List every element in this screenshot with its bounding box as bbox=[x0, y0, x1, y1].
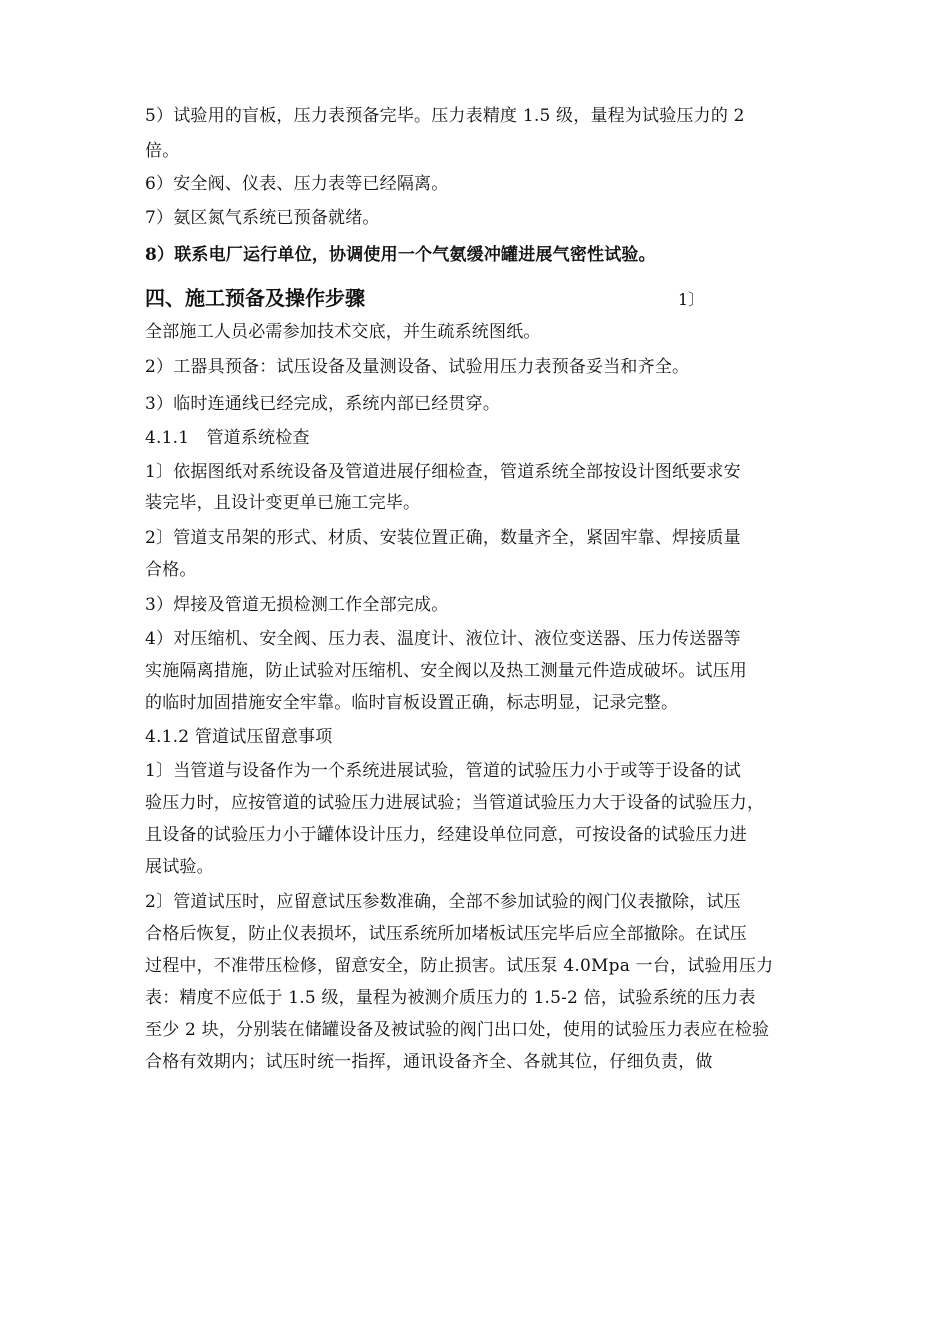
section-4-intro: 全部施工人员必需参加技术交底，并生疏系统图纸。 bbox=[145, 322, 541, 342]
prep-item-6: 6）安全阀、仪表、压力表等已经隔离。 bbox=[145, 174, 449, 194]
note-item-1-line-4: 展试验。 bbox=[145, 857, 214, 877]
prep-item-5-line-2: 倍。 bbox=[145, 141, 180, 161]
section-4-1-1-heading: 4.1.1 管道系统检查 bbox=[145, 428, 310, 448]
check-item-1-line-2: 装完毕，且设计变更单已施工完毕。 bbox=[145, 493, 421, 513]
prep-item-8: 8）联系电厂运行单位，协调使用一个气氨缓冲罐进展气密性试验。 bbox=[145, 245, 656, 265]
note-item-2-line-5: 至少 2 块，分别装在储罐设备及被试验的阀门出口处，使用的试验压力表应在检验 bbox=[145, 1020, 770, 1040]
note-item-2-line-6: 合格有效期内；试压时统一指挥，通讯设备齐全、各就其位，仔细负责，做 bbox=[145, 1052, 713, 1072]
note-item-1-line-2: 验压力时，应按管道的试验压力进展试验；当管道试验压力大于设备的试验压力， bbox=[145, 793, 765, 813]
check-item-4-line-2: 实施隔离措施，防止试验对压缩机、安全阀以及热工测量元件造成破坏。试压用 bbox=[145, 661, 747, 681]
check-item-3: 3）焊接及管道无损检测工作全部完成。 bbox=[145, 595, 449, 615]
check-item-4-line-3: 的临时加固措施安全牢靠。临时盲板设置正确，标志明显，记录完整。 bbox=[145, 693, 679, 713]
prep-item-5-line-1: 5）试验用的盲板，压力表预备完毕。压力表精度 1.5 级，量程为试验压力的 2 bbox=[145, 106, 745, 126]
note-item-1-line-1: 1〕当管道与设备作为一个系统进展试验，管道的试验压力小于或等于设备的试 bbox=[145, 761, 741, 781]
check-item-2-line-1: 2〕管道支吊架的形式、材质、安装位置正确，数量齐全，紧固牢靠、焊接质量 bbox=[145, 528, 741, 548]
section-4-note: 1〕 bbox=[678, 290, 705, 309]
check-item-2-line-2: 合格。 bbox=[145, 560, 197, 580]
section-4-1-2-heading: 4.1.2 管道试压留意事项 bbox=[145, 727, 333, 747]
section-4-item-3: 3）临时连通线已经完成，系统内部已经贯穿。 bbox=[145, 394, 501, 414]
note-item-2-line-2: 合格后恢复，防止仪表损坏，试压系统所加堵板试压完毕后应全部撤除。在试压 bbox=[145, 924, 747, 944]
section-4-heading: 四、施工预备及操作步骤 bbox=[145, 286, 365, 310]
note-item-2-line-1: 2〕管道试压时，应留意试压参数准确，全部不参加试验的阀门仪表撤除，试压 bbox=[145, 892, 741, 912]
prep-item-7: 7）氨区氮气系统已预备就绪。 bbox=[145, 208, 380, 228]
section-4-item-2: 2）工器具预备：试压设备及量测设备、试验用压力表预备妥当和齐全。 bbox=[145, 357, 690, 377]
note-item-2-line-3: 过程中，不准带压检修，留意安全，防止损害。试压泵 4.0Mpa 一台，试验用压力 bbox=[145, 956, 774, 976]
note-item-1-line-3: 且设备的试验压力小于罐体设计压力，经建设单位同意，可按设备的试验压力进 bbox=[145, 825, 747, 845]
check-item-4-line-1: 4）对压缩机、安全阀、压力表、温度计、液位计、液位变送器、压力传送器等 bbox=[145, 629, 741, 649]
note-item-2-line-4: 表：精度不应低于 1.5 级，量程为被测介质压力的 1.5-2 倍，试验系统的压力表 bbox=[145, 988, 756, 1008]
check-item-1-line-1: 1〕依据图纸对系统设备及管道进展仔细检查，管道系统全部按设计图纸要求安 bbox=[145, 462, 741, 482]
